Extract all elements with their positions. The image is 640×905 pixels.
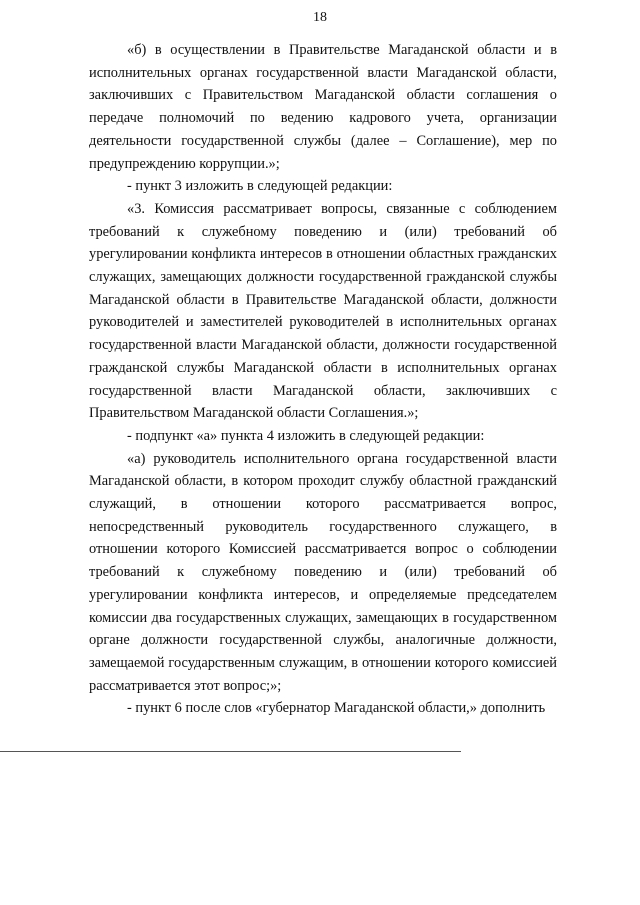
footer-divider <box>0 751 461 752</box>
paragraph-amend-point-3: - пункт 3 изложить в следующей редакции: <box>127 178 393 195</box>
paragraph-subpoint-a-text: «а) руководитель исполнительного органа государственной власти Магаданской области, в котором проходит службу областной гражданский служащий, в отношении которого рассматривается вопрос, непосредственный руководитель государственного служащего, в отношении которого Комиссией рассматривается вопрос о соблюдении требований к служебному поведению и (или) требований об урегулировании конфликта интересов, и определяемые председателем комиссии два государственных служащих, замещающих в государственном органе должности государственной службы, аналогичные должности, замещаемой государственным служащим, в отношении которого комиссией рассматривается этот вопрос;»; <box>89 450 557 694</box>
paragraph-amend-point-6: - пункт 6 после слов «губернатор Магаданской области,» дополнить <box>127 700 546 717</box>
paragraph-point-3-text: «3. Комиссия рассматривает вопросы, связанные с соблюдением требований к служебному поведению и (или) требований об урегулировании конфликта интересов в отношении областных гражданских служащих, замещающих должности государственной гражданской службы Магаданской области в Правительстве Магаданской области, должности руководителей и заместителей руководителей в исполнительных органах государственной власти Магаданской области, должности государственной гражданской службы Магаданской области в исполнительных органах государственной власти Магаданской области, заключивших с Правительством Магаданской области Соглашения.»; <box>89 200 557 422</box>
page-number: 18 <box>313 10 327 25</box>
document-body <box>89 39 557 720</box>
paragraph-amend-subpoint-a: - подпункт «а» пункта 4 изложить в следующей редакции: <box>127 427 485 444</box>
paragraph-item-b: «б) в осуществлении в Правительстве Магаданской области и в исполнительных органах государственной власти Магаданской области, заключивших с Правительством Магаданской области соглашения о передаче полномочий по ведению кадрового учета, организации деятельности государственной службы (далее – Соглашение), мер по предупреждению коррупции.»; <box>89 42 557 172</box>
